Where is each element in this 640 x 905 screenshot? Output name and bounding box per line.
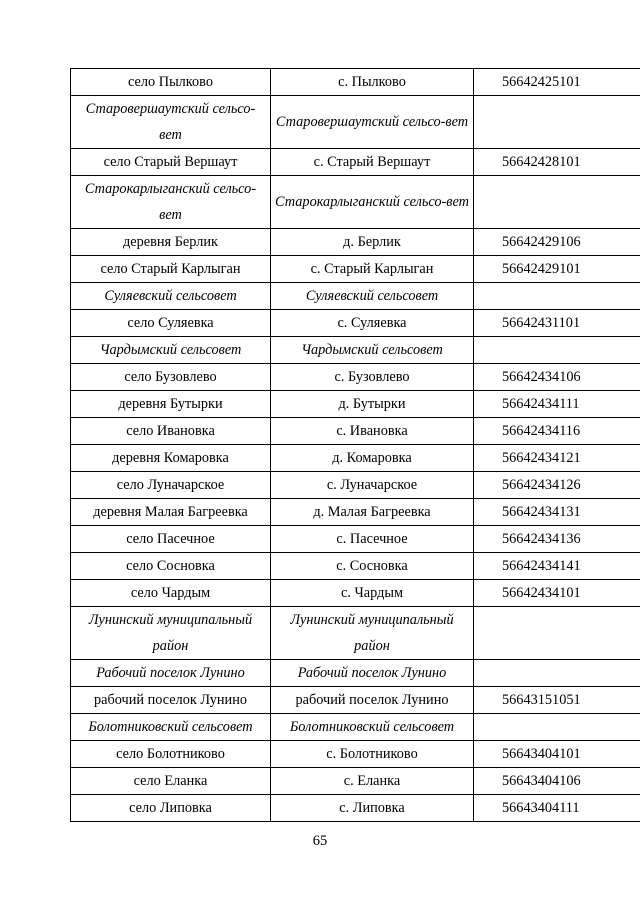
table-section-row	[71, 283, 640, 310]
code-cell: 56642434141	[474, 553, 640, 580]
name-cell: деревня Берлик	[71, 229, 271, 256]
short-name-cell: рабочий поселок Лунино	[271, 687, 474, 714]
short-name-cell: с. Пылково	[271, 69, 474, 96]
name-cell: село Липовка	[71, 795, 271, 822]
code-cell: 56643404101	[474, 741, 640, 768]
code-cell: 56642434111	[474, 391, 640, 418]
short-name-cell: с. Луначарское	[271, 472, 474, 499]
short-name-cell: д. Бутырки	[271, 391, 474, 418]
table-row	[71, 795, 640, 822]
table-row	[71, 391, 640, 418]
settlements-table	[70, 68, 640, 822]
name-cell: село Еланка	[71, 768, 271, 795]
table-row	[71, 580, 640, 607]
table-row	[71, 69, 640, 96]
code-cell: 56643151051	[474, 687, 640, 714]
code-cell: 56642434126	[474, 472, 640, 499]
short-name-cell: д. Берлик	[271, 229, 474, 256]
short-name-cell: с. Пасечное	[271, 526, 474, 553]
table-row	[71, 229, 640, 256]
code-cell: 56642434101	[474, 580, 640, 607]
name-cell: село Бузовлево	[71, 364, 271, 391]
name-cell: деревня Комаровка	[71, 445, 271, 472]
name-cell: Старовершаутский сельсо-вет	[71, 96, 271, 149]
code-cell: 56642434121	[474, 445, 640, 472]
short-name-cell: с. Сосновка	[271, 553, 474, 580]
code-cell	[474, 660, 640, 687]
short-name-cell: с. Еланка	[271, 768, 474, 795]
code-cell: 56642434116	[474, 418, 640, 445]
short-name-cell: д. Малая Багреевка	[271, 499, 474, 526]
name-cell: село Старый Карлыган	[71, 256, 271, 283]
code-cell	[474, 607, 640, 660]
code-cell	[474, 176, 640, 229]
short-name-cell: Чардымский сельсовет	[271, 337, 474, 364]
short-name-cell: с. Болотниково	[271, 741, 474, 768]
table-row	[71, 553, 640, 580]
table-row	[71, 310, 640, 337]
name-cell: деревня Бутырки	[71, 391, 271, 418]
name-cell: Старокарлыганский сельсо-вет	[71, 176, 271, 229]
short-name-cell: с. Ивановка	[271, 418, 474, 445]
table-row	[71, 418, 640, 445]
short-name-cell: с. Липовка	[271, 795, 474, 822]
name-cell: Рабочий поселок Лунино	[71, 660, 271, 687]
table-section-row	[71, 337, 640, 364]
table-section-row	[71, 660, 640, 687]
name-cell: село Сосновка	[71, 553, 271, 580]
name-cell: село Пасечное	[71, 526, 271, 553]
short-name-cell: с. Старый Вершаут	[271, 149, 474, 176]
name-cell: село Ивановка	[71, 418, 271, 445]
short-name-cell: д. Комаровка	[271, 445, 474, 472]
name-cell: село Луначарское	[71, 472, 271, 499]
code-cell	[474, 714, 640, 741]
short-name-cell: Суляевский сельсовет	[271, 283, 474, 310]
code-cell: 56642431101	[474, 310, 640, 337]
code-cell: 56643404111	[474, 795, 640, 822]
short-name-cell: с. Чардым	[271, 580, 474, 607]
name-cell: село Старый Вершаут	[71, 149, 271, 176]
code-cell: 56642434106	[474, 364, 640, 391]
name-cell: село Суляевка	[71, 310, 271, 337]
table-row	[71, 364, 640, 391]
name-cell: Чардымский сельсовет	[71, 337, 271, 364]
table-section-row	[71, 176, 640, 229]
code-cell: 56642434131	[474, 499, 640, 526]
code-cell: 56642429101	[474, 256, 640, 283]
table-row	[71, 741, 640, 768]
name-cell: Лунинский муниципальный район	[71, 607, 271, 660]
code-cell: 56642428101	[474, 149, 640, 176]
code-cell: 56643404106	[474, 768, 640, 795]
page-number: 65	[312, 833, 328, 849]
code-cell	[474, 283, 640, 310]
code-cell: 56642425101	[474, 69, 640, 96]
table-section-row	[71, 96, 640, 149]
name-cell: село Пылково	[71, 69, 271, 96]
table-body	[71, 69, 640, 822]
table-row	[71, 149, 640, 176]
table-row	[71, 768, 640, 795]
table-section-row	[71, 607, 640, 660]
short-name-cell: Рабочий поселок Лунино	[271, 660, 474, 687]
name-cell: Болотниковский сельсовет	[71, 714, 271, 741]
name-cell: Суляевский сельсовет	[71, 283, 271, 310]
table-row	[71, 445, 640, 472]
short-name-cell: с. Суляевка	[271, 310, 474, 337]
table-row	[71, 256, 640, 283]
table-row	[71, 526, 640, 553]
code-cell: 56642429106	[474, 229, 640, 256]
code-cell	[474, 337, 640, 364]
short-name-cell: с. Бузовлево	[271, 364, 474, 391]
table-row	[71, 499, 640, 526]
short-name-cell: Лунинский муниципальный район	[271, 607, 474, 660]
short-name-cell: Болотниковский сельсовет	[271, 714, 474, 741]
code-cell	[474, 96, 640, 149]
table-row	[71, 472, 640, 499]
name-cell: рабочий поселок Лунино	[71, 687, 271, 714]
name-cell: село Болотниково	[71, 741, 271, 768]
code-cell: 56642434136	[474, 526, 640, 553]
table-section-row	[71, 714, 640, 741]
short-name-cell: с. Старый Карлыган	[271, 256, 474, 283]
table-row	[71, 687, 640, 714]
short-name-cell: Старовершаутский сельсо-вет	[271, 96, 474, 149]
name-cell: село Чардым	[71, 580, 271, 607]
name-cell: деревня Малая Багреевка	[71, 499, 271, 526]
short-name-cell: Старокарлыганский сельсо-вет	[271, 176, 474, 229]
